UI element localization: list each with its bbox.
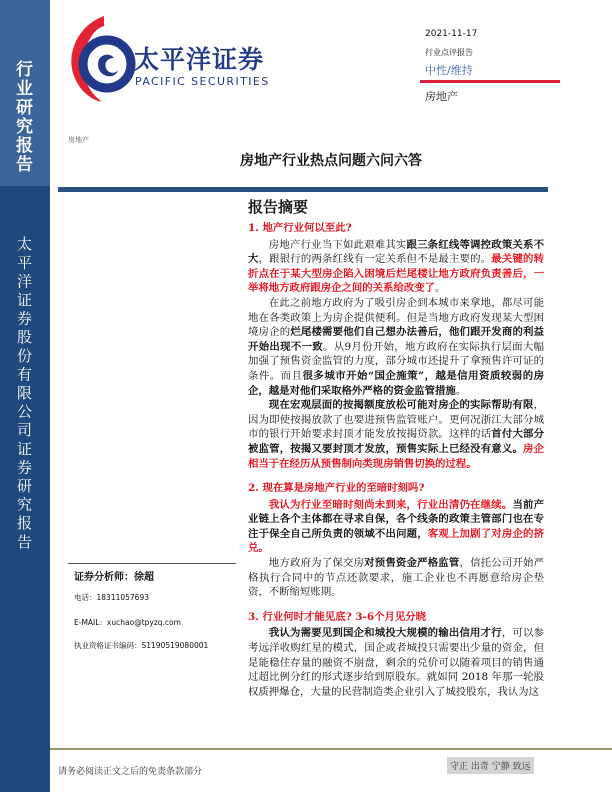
paragraph	[248, 626, 544, 699]
analyst-phone: 电话：18311057693	[74, 593, 149, 602]
industry-small-label: 房地产	[68, 136, 89, 144]
bold-text: 我认为需要见到国企和城投大规模的输出信用才行	[268, 627, 502, 640]
footer-divider	[50, 748, 612, 750]
text: ，可以参考远洋收购红星的模式，国企或者城投只需要出少量的资金，但是能稳住存量的融资不崩盘，剩余的兑价可以随着项目的销售通过超比例分红的形式逐步给到原股东。就如同 2018 年那一轮股权质押爆仓，大量的民营制造类企业引入了城投股东，我认为这	[248, 627, 545, 698]
text: 。	[455, 384, 467, 397]
text: 房地产行业当下如此艰难其实	[268, 238, 407, 251]
text: 。	[435, 282, 446, 295]
report-type: 行业点评报告	[425, 48, 473, 57]
section-heading: 2. 现在算是房地产行业的至暗时刻吗?	[248, 482, 425, 495]
industry: 房地产	[425, 90, 458, 103]
bold-text: 很多城市开始“国企施策”，越是信用资质较弱的房企，越是对他们采取格外严格的资金监管措施	[248, 369, 545, 397]
analyst-email[interactable]: E-MAIL：xuchao@tpyzq.com	[74, 618, 181, 627]
rating-underline	[420, 80, 560, 83]
sidebar-report-label: 行业研究报告	[12, 60, 32, 174]
bold-text: 烂尾楼需要他们自己想办法善后，他们跟开发商的利益开始出现不一致	[248, 326, 544, 353]
text: 。从9月份开始，地方政府在实际执行层面大幅加强了预售资金监管的力度，部分城市还提升了拿预售许可证的条件。而且	[248, 340, 545, 382]
highlight-text: 最关键的转折点在于某大型房企陷入困境后烂尾楼让地方政府负责善后，一举将地方政府跟房企之间的关系给改变了	[248, 253, 544, 295]
analyst-license: 执业资格证书编码：S1190519080001	[74, 641, 209, 650]
paragraph	[248, 238, 544, 296]
text: 在此之前地方政府为了吸引房企到本城市来拿地，都尽可能地在各类政策上为房企提供便利。但是当地方政府发现某大型困境房企的	[248, 296, 544, 339]
report-date: 2021-11-17	[425, 29, 478, 39]
text: ，因为即使按揭放款了也要进预售监管账户。更何况浙江大部分城市的银行开始要求封顶才能发放按揭贷款。这样的话	[248, 399, 544, 441]
section-gap	[248, 471, 544, 481]
paragraph	[248, 296, 544, 398]
bold-text: 对预售资金严格监管	[364, 557, 460, 570]
report-body	[248, 221, 544, 699]
section-gap	[248, 600, 544, 610]
bold-text: 当前产业链上各个主体都在寻求自保，各个线条的政策主管部门也在专注于保全自己所负责的领域不出问题，	[248, 498, 545, 540]
highlight-text: 房企相当于在经历从预售制向类现房销售切换的过程。	[248, 442, 544, 470]
page-title: 房地产行业热点问题六问六答	[240, 153, 422, 169]
logo-chinese-name: 太平洋证券	[134, 45, 265, 74]
footer-disclaimer: 请务必阅读正文之后的免责条款部分	[58, 767, 203, 777]
text: 地方政府为了保交房	[268, 557, 365, 570]
analyst-divider	[68, 563, 236, 564]
highlight-text: 客观上加剧了对房企的挤兑。	[248, 527, 544, 555]
paragraph	[248, 556, 544, 600]
section-heading: 1. 地产行业何以至此?	[248, 222, 352, 234]
title-divider	[58, 187, 548, 192]
section-heading: 3. 行业何时才能见底? 3-6个月见分晓	[248, 610, 427, 623]
highlight-text: 我认为行业至暗时刻尚未到来，行业出清仍在继续。	[268, 498, 513, 511]
abstract-heading: 报告摘要	[248, 198, 309, 216]
rating: 中性/维持	[425, 64, 473, 77]
footer-motto: 守正 出奇 宁静 致远	[447, 757, 534, 774]
sidebar-company-label: 太平洋证券股份有限公司证券研究报告	[15, 236, 33, 553]
bold-text: 现在宏观层面的按揭额度放松可能对房企的实际帮助有限	[268, 399, 534, 412]
paragraph	[248, 398, 544, 471]
analyst-name: 证券分析师：徐超	[74, 572, 154, 583]
paragraph	[248, 498, 544, 556]
text: ，信托公司开始严格执行合同中的节点还款要求，施工企业也不再愿意给房企垫资，不断缩短账期。	[248, 557, 545, 599]
bold-text: 首付大部分被监管，按揭又要封顶才发放，预售实际上已经没有意义。	[248, 428, 544, 455]
logo-english-name: PACIFIC SECURITIES	[135, 75, 270, 88]
bold-text: 跟三条红线等调控政策关系不大	[248, 238, 544, 266]
text: ，跟银行的两条红线有一定关系但不是最主要的。	[258, 253, 492, 266]
